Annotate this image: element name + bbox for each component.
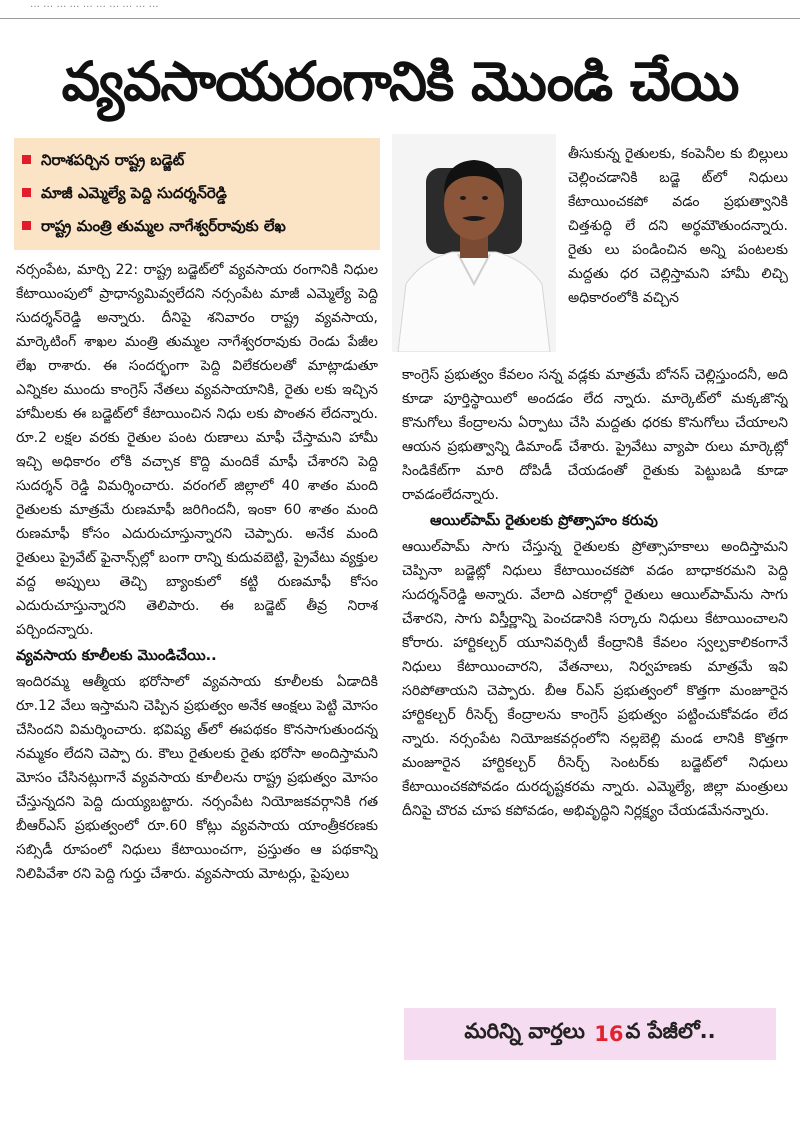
body-paragraph: ఆయిల్‌పామ్ సాగు చేస్తున్న రైతులకు ప్రోత్సాహకాలు అందిస్తామని చెప్పినా బడ్జెట్లో నిధులు కేటాయించకపో వడం బాధాకరమని పెద్ది సుదర్శన్‌రెడ్డి అన్నారు. వేలాది ఎకరాల్లో రైతులు ఆయిల్‌పామ్‌ను సాగు చేశారని, సాగు విస్తీర్ణాన్ని పెంచడానికి సర్కారు నిధులు కేటాయించాలని కోరారు. హార్టికల్చర్ యూనివర్సిటీ కేంద్రానికి కేవలం స్వల్పకాలికంగానే నిధులు కేటాయించారని, వేతనాలు, నిర్వహణకు మాత్రమే ఇవి సరిపోతాయని చెప్పారు. బీఆ ర్‌ఎస్ ప్రభుత్వంలో కొత్తగా మంజూరైన హార్టికల్చర్ రీసెర్చ్ కేంద్రాలను కాంగ్రెస్ ప్రభుత్వం పట్టించుకోవడం లేద న్నారు. నర్సంపేట నియోజకవర్గంలోని నల్లబెల్లి మండ లానికి కొత్తగా మంజూరైన హార్టికల్చర్ రీసెర్చ్ సెంటర్‌కు బడ్జెట్‌లో నిధులు కేటాయించకపోవడం దురదృష్టకరమ న్నారు. ఎమ్మెల్యే, జిల్లా మంత్రులు దీనిపై చొరవ చూప కపోవడం, అభివృద్ధిని నిర్లక్ష్యం చేయడమేనన్నారు. xyxy=(402,539,788,819)
section-subheading: వ్యవసాయ కూలీలకు మొండిచేయి.. xyxy=(16,648,217,664)
headline: వ్యవసాయరంగానికి మొండి చేయి xyxy=(61,50,739,113)
portrait-icon xyxy=(392,134,556,352)
more-news-page-number: 16 xyxy=(594,1022,624,1046)
square-bullet-icon xyxy=(22,221,31,230)
square-bullet-icon xyxy=(22,155,31,164)
highlight-text: రాష్ట్ర మంత్రి తుమ్మల నాగేశ్వర్‌రావుకు లేఖ xyxy=(41,217,286,235)
section-subheading: ఆయిల్‌పామ్ రైతులకు ప్రోత్సాహం కరువు xyxy=(430,513,658,529)
highlight-item xyxy=(22,177,372,210)
portrait-photo xyxy=(392,134,556,352)
highlight-list xyxy=(22,144,372,243)
more-news-banner xyxy=(404,1008,776,1060)
more-news-suffix: వ పేజీలో.. xyxy=(625,1019,716,1043)
highlight-item xyxy=(22,210,372,243)
previous-article-strip xyxy=(0,0,800,19)
highlight-text: నిరాశపర్చిన రాష్ట్ర బడ్జెట్ xyxy=(41,151,185,169)
left-column xyxy=(16,258,378,1088)
right-top-column xyxy=(568,142,788,360)
body-paragraph: నర్సంపేట, మార్చి 22: రాష్ట్ర బడ్జెట్‌లో వ్యవసాయ రంగానికి నిధుల కేటాయింపులో ప్రాధాన్యమివ్వలేదని నర్సంపేట మాజీ ఎమ్మెల్యే పెద్ది సుదర్శన్‌రెడ్డి అన్నారు. దీనిపై శనివారం రాష్ట్ర వ్యవసాయ, మార్కెటింగ్ శాఖల మంత్రి తుమ్మల నాగేశ్వరరావుకు రెండు పేజీల లేఖ రాశారు. ఈ సందర్భంగా పెద్ది విలేకరులతో మాట్లాడుతూ ఎన్నికల ముందు కాంగ్రెస్ నేతలు వ్యవసాయానికి, రైతు లకు ఇచ్చిన హామీలకు ఈ బడ్జెట్‌లో కేటాయించిన నిధు లకు పొంతన లేదన్నారు. రూ.2 లక్షల వరకు రైతుల పంట రుణాలు మాఫీ చేస్తామని హామీ ఇచ్చి అధికారం లోకి వచ్చాక కొద్ది మందికే మాఫీ చేశారని పెద్ది సుదర్శన్ రెడ్డి విమర్శించారు. వరంగల్ జిల్లాలో 40 శాతం మంది రైతులకు మాత్రమే రుణమాఫీ జరిగిందనీ, ఇంకా 60 శాతం మంది రుణమాఫీ కోసం ఎదురుచూస్తున్నారని చెప్పారు. అనేక మంది రైతులు ప్రైవేట్ ఫైనాన్స్‌ల్లో బంగా రాన్ని కుదువబెట్టి, ప్రైవేటు వ్యక్తుల వద్ద అప్పులు తెచ్చి బ్యాంకులో కట్టి రుణమాఫీ కోసం ఎదురుచూస్తున్నారని తెలిపారు. ఈ బడ్జెట్ తీవ్ర నిరాశ పర్చిందన్నారు. xyxy=(16,262,378,638)
body-paragraph: తీసుకున్న రైతులకు, కంపెనీల కు బిల్లులు చెల్లించడానికి బడ్జె ట్‌లో నిధులు కేటాయించకపో వడం ప్రభుత్వానికి చిత్తశుద్ధి లే దని అర్థమౌతుందన్నారు. రైతు లు పండించిన అన్ని పంటలకు మద్దతు ధర చెల్లిస్తామని హామీ లిచ్చి అధికారంలోకి వచ్చిన xyxy=(568,146,788,306)
highlight-text: మాజీ ఎమ్మెల్యే పెద్ది సుదర్శన్‌రెడ్డి xyxy=(41,184,227,202)
body-paragraph: ఇందిరమ్మ ఆత్మీయ భరోసాలో వ్యవసాయ కూలీలకు ఏడాదికి రూ.12 వేలు ఇస్తామని చెప్పిన ప్రభుత్వం అనేక ఆంక్షలు పెట్టి మోసం చేసిందని విమర్శించారు. భవిష్య త్‌లో ఈపథకం కొనసాగుతుందన్న నమ్మకం లేదని చెప్పా రు. కౌలు రైతులకు రైతు భరోసా అందిస్తామని మోసం చేసినట్లుగానే వ్యవసాయ కూలీలను రాష్ట్ర ప్రభుత్వం మోసం చేస్తున్నదని పెద్ది దుయ్యబట్టారు. నర్సంపేట నియోజకవర్గానికి గత బీఆర్‌ఎస్ ప్రభుత్వంలో రూ.60 కోట్లు వ్యవసాయ యాంత్రీకరణకు సబ్సిడీ రూపంలో నిధులు కేటాయించగా, ప్రస్తుతం ఆ పథకాన్ని నిలిపివేశా రని పెద్ది గుర్తు చేశారు. వ్యవసాయ మోటర్లు, పైపులు xyxy=(16,674,378,882)
previous-article-text: … … … … … … … … … … xyxy=(30,0,159,10)
highlight-item xyxy=(22,144,372,177)
right-column xyxy=(402,363,788,983)
more-news-prefix: మరిన్ని వార్తలు xyxy=(464,1019,585,1043)
highlight-box xyxy=(14,138,380,250)
body-paragraph: కాంగ్రెస్ ప్రభుత్వం కేవలం సన్న వడ్లకు మాత్రమే బోనస్ చెల్లిస్తుందనీ, అది కూడా పూర్తిస్థాయిలో అందడం లేద న్నారు. మార్కెట్‌లో మక్కజొన్న కొనుగోలు కేంద్రాలను ఏర్పాటు చేసి మద్దతు ధరకు కొనుగోలు చేయాలని ఆయన ప్రభుత్వాన్ని డిమాండ్ చేశారు. ప్రైవేటు వ్యాపా రులు మార్కెట్లో సిండికేట్‌గా మారి దోపిడీ చేయడంతో రైతుకు పెట్టుబడి కూడా రావడంలేదన్నారు. xyxy=(402,367,788,503)
square-bullet-icon xyxy=(22,188,31,197)
